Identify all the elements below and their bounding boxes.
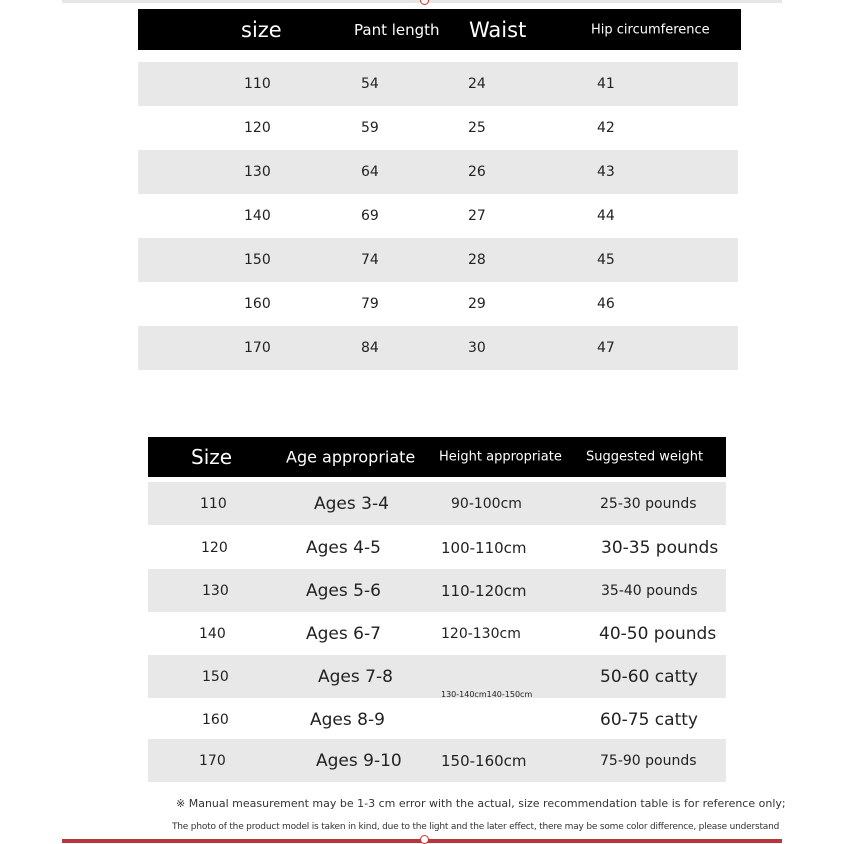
cell-weight: 30-35 pounds — [601, 537, 719, 558]
header-height-appropriate: Height appropriate — [439, 449, 562, 465]
cell-hip: 43 — [597, 164, 615, 180]
cell-age: Ages 7-8 — [318, 666, 393, 687]
cell-hip: 45 — [597, 252, 615, 268]
cell-size: 160 — [202, 711, 229, 728]
cell-pant-length: 79 — [361, 296, 379, 312]
cell-weight: 75-90 pounds — [600, 752, 697, 769]
cell-height: 100-110cm — [441, 538, 527, 557]
table-row — [148, 482, 726, 525]
cell-hip: 41 — [597, 76, 615, 92]
header-size: size — [241, 17, 282, 42]
cell-waist: 28 — [468, 252, 486, 268]
table-row — [148, 739, 726, 782]
cell-size: 150 — [244, 252, 271, 268]
top-marker — [420, 0, 429, 5]
table-row — [148, 569, 726, 612]
table-row — [138, 194, 738, 238]
cell-hip: 46 — [597, 296, 615, 312]
cell-size: 170 — [244, 340, 271, 356]
cell-size: 150 — [202, 668, 229, 685]
cell-weight: 35-40 pounds — [601, 582, 698, 599]
cell-hip: 47 — [597, 340, 615, 356]
table-row — [138, 326, 738, 370]
table-row — [138, 238, 738, 282]
cell-hip: 44 — [597, 208, 615, 224]
cell-age: Ages 5-6 — [306, 580, 381, 601]
header-age-appropriate: Age appropriate — [286, 447, 416, 467]
cell-pant-length: 74 — [361, 252, 379, 268]
merged-height-note: 130-140cm140-150cm — [441, 690, 533, 699]
cell-pant-length: 69 — [361, 208, 379, 224]
header-size: Size — [191, 445, 233, 469]
table-header — [138, 9, 741, 50]
cell-waist: 26 — [468, 164, 486, 180]
table-row — [138, 106, 738, 150]
cell-age: Ages 9-10 — [316, 750, 402, 771]
cell-size: 140 — [199, 625, 226, 642]
header-waist: Waist — [469, 17, 527, 42]
table-header — [148, 437, 726, 477]
table-row — [148, 612, 726, 655]
cell-weight: 40-50 pounds — [599, 623, 717, 644]
cell-age: Ages 4-5 — [306, 537, 381, 558]
cell-waist: 24 — [468, 76, 486, 92]
measurement-note: ※ Manual measurement may be 1-3 cm error with the actual, size recommendation table is for reference only; — [176, 797, 786, 810]
cell-size: 160 — [244, 296, 271, 312]
cell-weight: 60-75 catty — [600, 709, 698, 730]
cell-age: Ages 3-4 — [314, 493, 389, 514]
cell-hip: 42 — [597, 120, 615, 136]
cell-height: 90-100cm — [451, 495, 522, 512]
header-suggested-weight: Suggested weight — [586, 449, 704, 465]
table-row — [138, 62, 738, 106]
cell-size: 130 — [202, 582, 229, 599]
cell-height: 120-130cm — [441, 625, 521, 642]
table-row — [148, 526, 726, 569]
color-disclaimer: The photo of the product model is taken in kind, due to the light and the later effect, there may be some color difference, please understand — [172, 822, 780, 832]
cell-size: 130 — [244, 164, 271, 180]
cell-waist: 29 — [468, 296, 486, 312]
cell-pant-length: 64 — [361, 164, 379, 180]
cell-height: 110-120cm — [441, 581, 527, 600]
cell-size: 110 — [244, 76, 271, 92]
table-row — [148, 655, 726, 698]
table-row — [148, 698, 726, 741]
header-pant-length: Pant length — [354, 20, 440, 39]
cell-pant-length: 84 — [361, 340, 379, 356]
cell-size: 120 — [244, 120, 271, 136]
cell-height: 150-160cm — [441, 751, 527, 770]
cell-waist: 30 — [468, 340, 486, 356]
cell-size: 140 — [244, 208, 271, 224]
cell-size: 120 — [201, 539, 228, 556]
header-hip-circumference: Hip circumference — [591, 22, 710, 37]
cell-pant-length: 59 — [361, 120, 379, 136]
bottom-marker — [420, 835, 429, 844]
table-row — [138, 282, 738, 326]
cell-size: 110 — [200, 495, 227, 512]
cell-weight: 25-30 pounds — [600, 495, 697, 512]
cell-age: Ages 8-9 — [310, 709, 385, 730]
cell-pant-length: 54 — [361, 76, 379, 92]
table-row — [138, 150, 738, 194]
cell-age: Ages 6-7 — [306, 623, 381, 644]
cell-waist: 25 — [468, 120, 486, 136]
cell-waist: 27 — [468, 208, 486, 224]
cell-weight: 50-60 catty — [600, 666, 698, 687]
cell-size: 170 — [199, 752, 226, 769]
